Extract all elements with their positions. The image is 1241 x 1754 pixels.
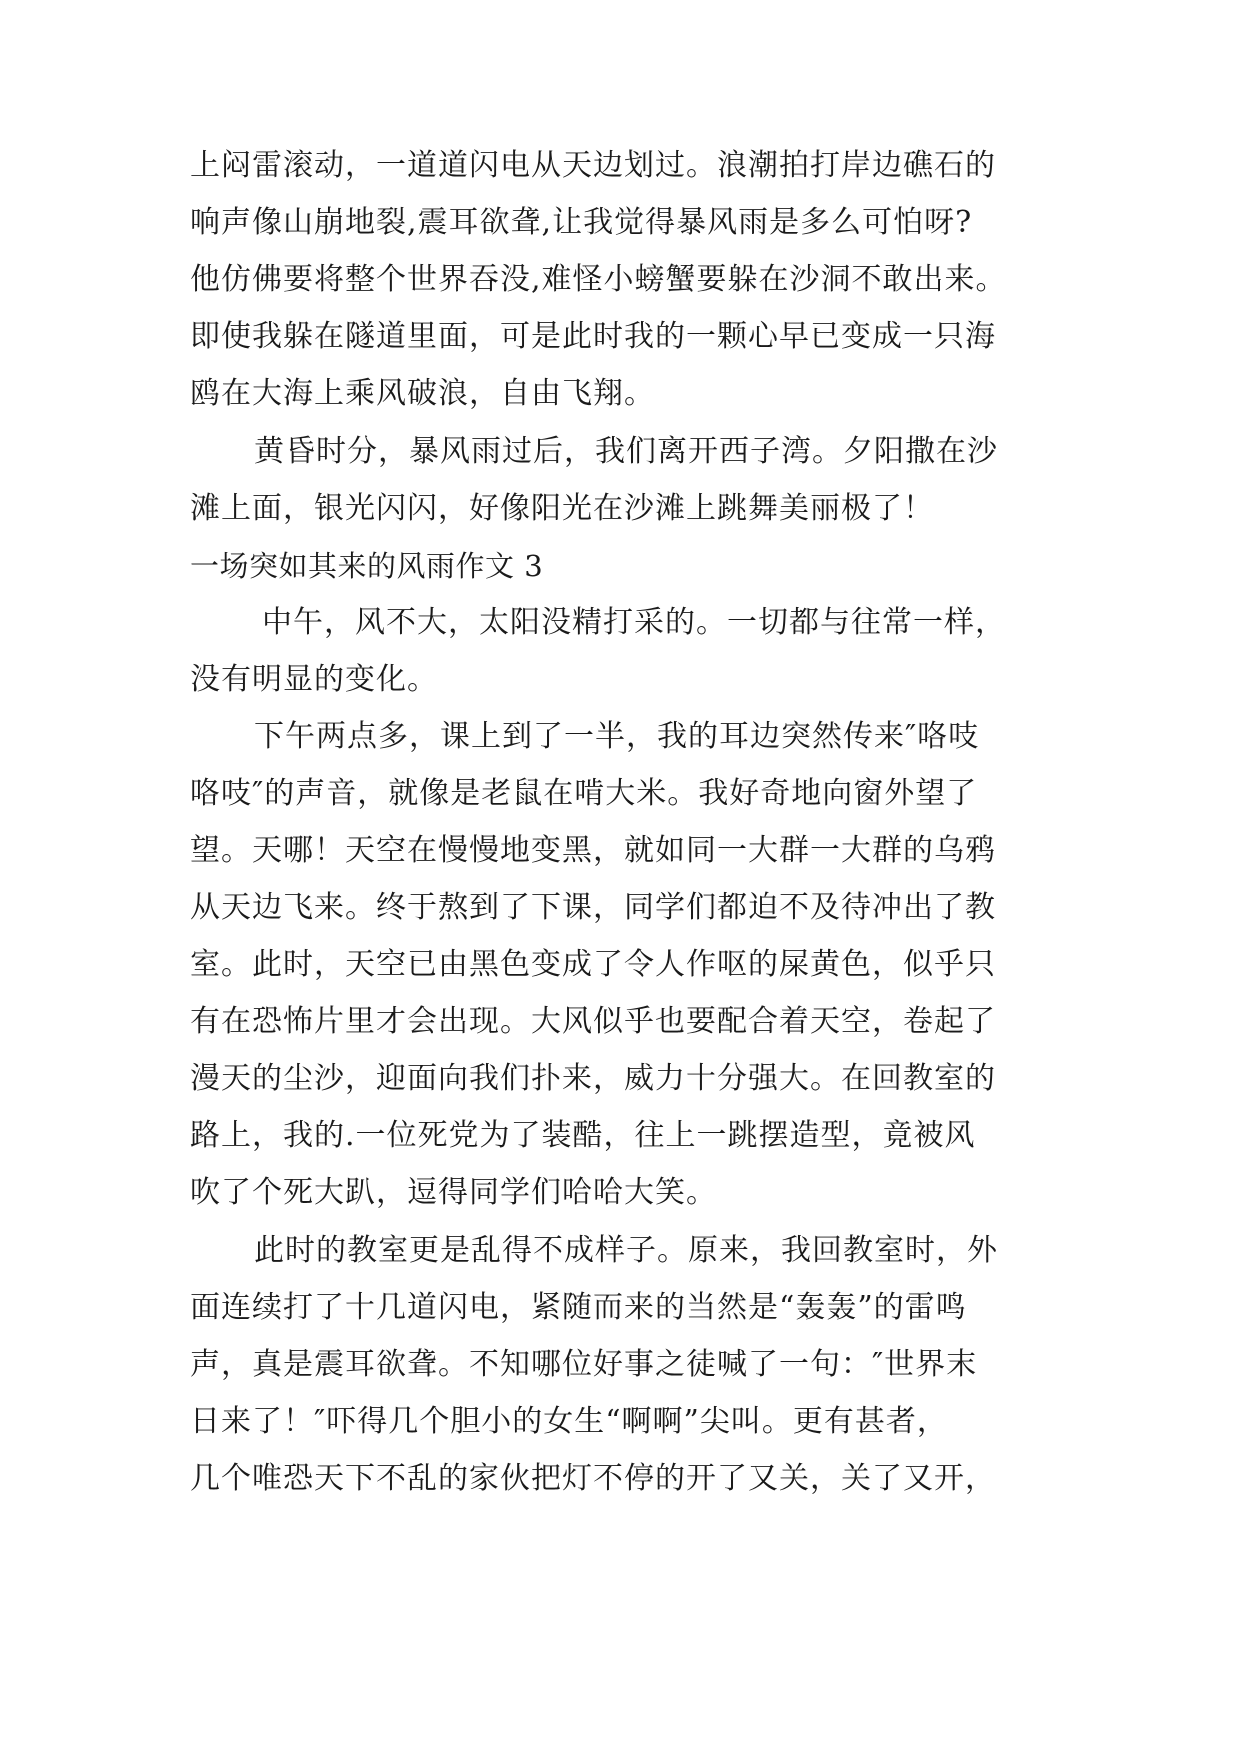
text-line-3: 他仿佛要将整个世界吞没,难怪小螃蟹要躲在沙洞不敢出来。	[190, 262, 1007, 297]
paragraph-start-classroom: 此时的教室更是乱得不成样子。原来，我回教室时，外	[254, 1233, 998, 1268]
text-line-12: 咯吱″的声音，就像是老鼠在啃大米。我好奇地向窗外望了	[190, 776, 978, 811]
paragraph-start-noon: 中午，风不大，太阳没精打采的。一切都与往常一样，	[262, 605, 1006, 640]
text-line-14: 从天边飞来。终于熬到了下课，同学们都迫不及待冲出了教	[190, 890, 996, 925]
text-line-19: 吹了个死大趴，逗得同学们哈哈大笑。	[190, 1175, 717, 1210]
paragraph-start-dusk: 黄昏时分，暴风雨过后，我们离开西子湾。夕阳撒在沙	[254, 434, 998, 469]
text-line-23: 日来了！″吓得几个胆小的女生“啊啊”尖叫。更有甚者，	[190, 1404, 948, 1439]
text-line-16: 有在恐怖片里才会出现。大风似乎也要配合着天空，卷起了	[190, 1004, 996, 1039]
text-line-17: 漫天的尘沙，迎面向我们扑来，威力十分强大。在回教室的	[190, 1061, 996, 1096]
text-line-24: 几个唯恐天下不乱的家伙把灯不停的开了又关，关了又开，	[190, 1461, 996, 1496]
text-line-22: 声，真是震耳欲聋。不知哪位好事之徒喊了一句：″世界末	[190, 1347, 978, 1382]
paragraph-start-afternoon: 下午两点多，课上到了一半，我的耳边突然传来″咯吱	[254, 719, 980, 754]
text-line-7: 滩上面，银光闪闪，好像阳光在沙滩上跳舞美丽极了！	[190, 491, 934, 526]
text-line-4: 即使我躲在隧道里面，可是此时我的一颗心早已变成一只海	[190, 319, 996, 354]
text-line-18: 路上，我的.一位死党为了装酷，往上一跳摆造型，竟被风	[190, 1118, 976, 1153]
text-line-10: 没有明显的变化。	[190, 662, 438, 697]
text-line-1: 上闷雷滚动，一道道闪电从天边划过。浪潮拍打岸边礁石的	[190, 148, 996, 183]
section-heading: 一场突如其来的风雨作文 3	[190, 549, 544, 583]
text-line-21: 面连续打了十几道闪电，紧随而来的当然是“轰轰”的雷鸣	[190, 1290, 967, 1325]
text-line-5: 鸥在大海上乘风破浪，自由飞翔。	[190, 376, 655, 411]
text-line-2: 响声像山崩地裂,震耳欲聋,让我觉得暴风雨是多么可怕呀?	[190, 205, 973, 240]
text-line-13: 望。天哪！天空在慢慢地变黑，就如同一大群一大群的乌鸦	[190, 833, 996, 868]
text-line-15: 室。此时，天空已由黑色变成了令人作呕的屎黄色，似乎只	[190, 947, 996, 982]
